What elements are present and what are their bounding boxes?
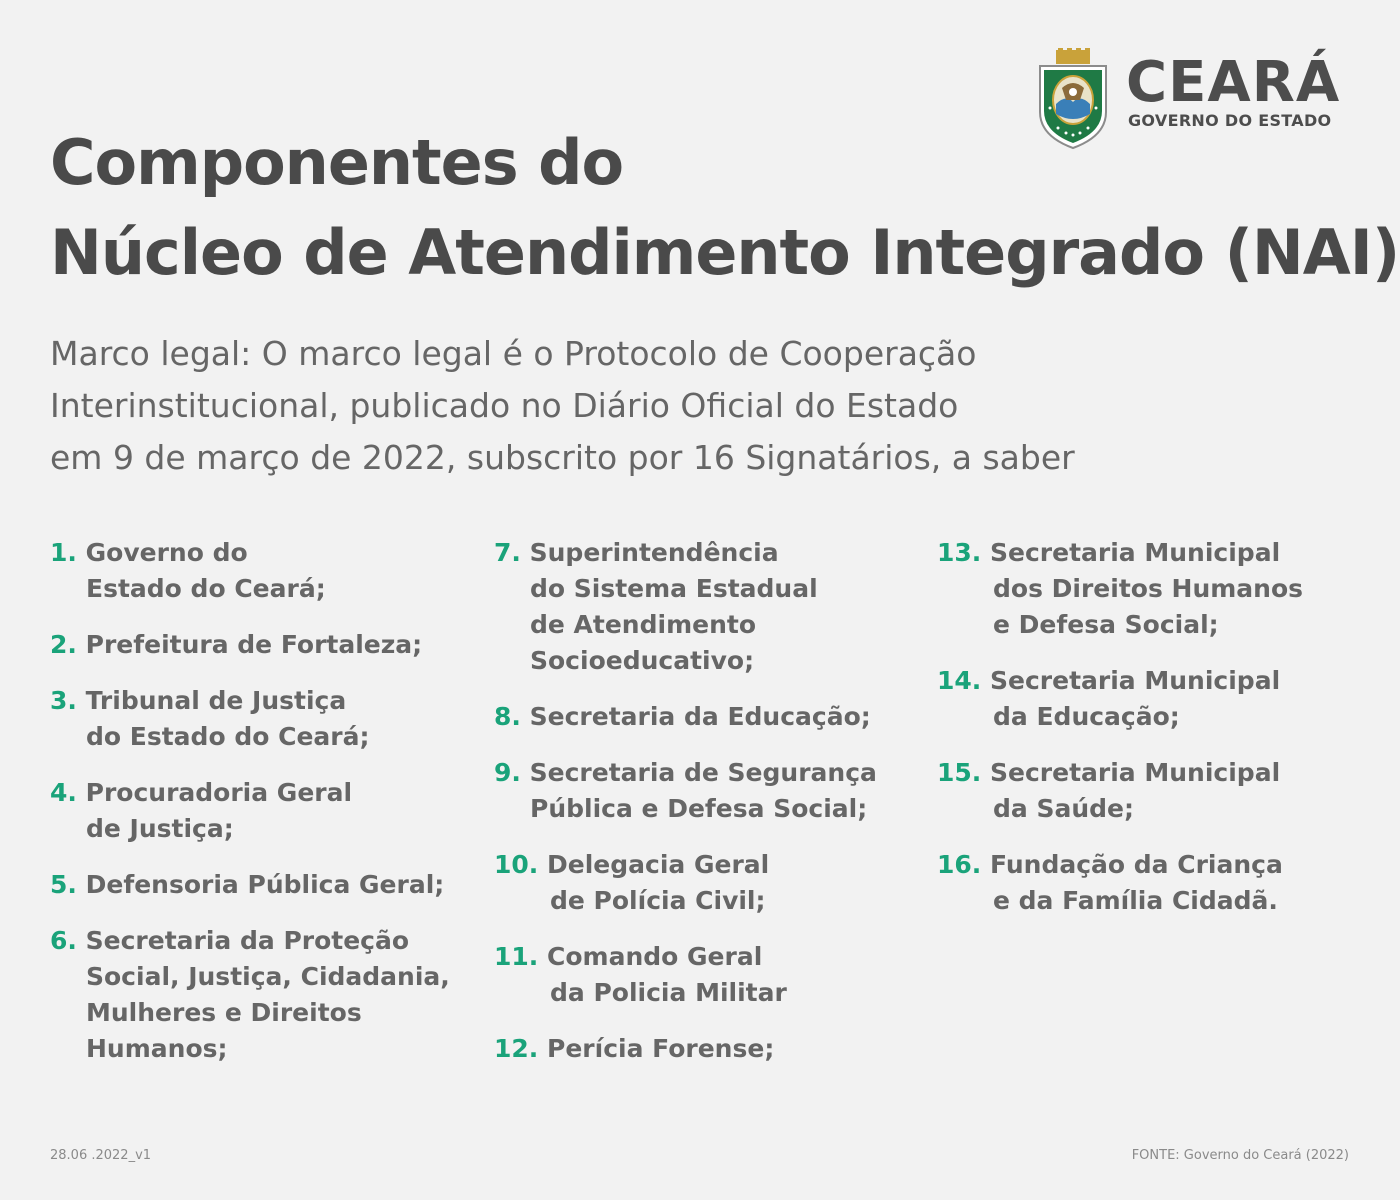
- item-number: 9.: [494, 758, 521, 787]
- item-text: da Saúde;: [993, 794, 1134, 823]
- item-text: Mulheres e Direitos: [86, 998, 362, 1027]
- item-text: Estado do Ceará;: [86, 574, 326, 603]
- item-number: 13.: [937, 538, 982, 567]
- item-text: Tribunal de Justiça: [85, 686, 347, 715]
- list-item: [937, 663, 1377, 735]
- list-item: [50, 923, 490, 1067]
- item-text: Defensoria Pública Geral;: [85, 870, 445, 899]
- brand-name: CEARÁ: [1126, 50, 1341, 115]
- item-text: Delegacia Geral: [547, 850, 770, 879]
- list-item: [937, 847, 1377, 919]
- item-text: Secretaria da Educação;: [529, 702, 871, 731]
- item-number: 16.: [937, 850, 982, 879]
- item-number: 14.: [937, 666, 982, 695]
- item-text: Social, Justiça, Cidadania,: [86, 962, 450, 991]
- intro-line-2: Interinstitucional, publicado no Diário Oficial do Estado: [50, 386, 959, 425]
- intro-line-1: Marco legal: O marco legal é o Protocolo de Cooperação: [50, 334, 977, 373]
- item-text: de Justiça;: [86, 814, 234, 843]
- title-line-1: Componentes do: [50, 126, 624, 199]
- item-text: e Defesa Social;: [993, 610, 1219, 639]
- item-number: 6.: [50, 926, 77, 955]
- item-number: 7.: [494, 538, 521, 567]
- item-number: 3.: [50, 686, 77, 715]
- item-text: do Estado do Ceará;: [86, 722, 370, 751]
- list-item: [494, 939, 934, 1011]
- item-text: Comando Geral: [547, 942, 763, 971]
- item-number: 10.: [494, 850, 539, 879]
- item-text: da Policia Militar: [550, 978, 787, 1007]
- item-number: 15.: [937, 758, 982, 787]
- signatories-column-3: [937, 535, 1377, 939]
- list-item: [494, 699, 934, 735]
- item-text: Secretaria Municipal: [990, 538, 1281, 567]
- item-text: Procuradoria Geral: [85, 778, 353, 807]
- item-text: de Atendimento: [530, 610, 757, 639]
- signatories-column-2: [494, 535, 934, 1087]
- page-title: [50, 118, 1399, 298]
- list-item: [494, 847, 934, 919]
- item-text: do Sistema Estadual: [530, 574, 818, 603]
- item-text: Secretaria Municipal: [990, 666, 1281, 695]
- item-text: Secretaria Municipal: [990, 758, 1281, 787]
- list-item: [937, 535, 1377, 643]
- item-text: e da Família Cidadã.: [993, 886, 1278, 915]
- list-item: [50, 867, 490, 903]
- list-item: [50, 535, 490, 607]
- list-item: [494, 755, 934, 827]
- signatories-column-1: [50, 535, 490, 1087]
- list-item: [937, 755, 1377, 827]
- item-number: 12.: [494, 1034, 539, 1063]
- list-item: [50, 683, 490, 755]
- item-text: Secretaria de Segurança: [529, 758, 877, 787]
- list-item: [494, 535, 934, 679]
- item-text: da Educação;: [993, 702, 1180, 731]
- item-number: 8.: [494, 702, 521, 731]
- item-number: 4.: [50, 778, 77, 807]
- legal-framework-text: [50, 328, 1300, 484]
- version-label: 28.06 .2022_v1: [50, 1148, 152, 1163]
- list-item: [50, 775, 490, 847]
- item-text: Pública e Defesa Social;: [530, 794, 868, 823]
- item-text: Superintendência: [529, 538, 779, 567]
- source-label: FONTE: Governo do Ceará (2022): [1131, 1148, 1349, 1163]
- intro-line-3: em 9 de março de 2022, subscrito por 16 Signatários, a saber: [50, 438, 1075, 477]
- item-number: 11.: [494, 942, 539, 971]
- item-text: Prefeitura de Fortaleza;: [85, 630, 423, 659]
- item-text: Secretaria da Proteção: [85, 926, 410, 955]
- list-item: [494, 1031, 934, 1067]
- item-text: Governo do: [85, 538, 248, 567]
- title-line-2: Núcleo de Atendimento Integrado (NAI): [50, 216, 1400, 289]
- item-text: Fundação da Criança: [990, 850, 1283, 879]
- item-number: 5.: [50, 870, 77, 899]
- item-number: 2.: [50, 630, 77, 659]
- brand-subtitle: GOVERNO DO ESTADO: [1128, 111, 1332, 130]
- item-number: 1.: [50, 538, 77, 567]
- item-text: dos Direitos Humanos: [993, 574, 1304, 603]
- item-text: Socioeducativo;: [530, 646, 755, 675]
- item-text: Perícia Forense;: [547, 1034, 775, 1063]
- item-text: de Polícia Civil;: [550, 886, 766, 915]
- item-text: Humanos;: [86, 1034, 228, 1063]
- list-item: [50, 627, 490, 663]
